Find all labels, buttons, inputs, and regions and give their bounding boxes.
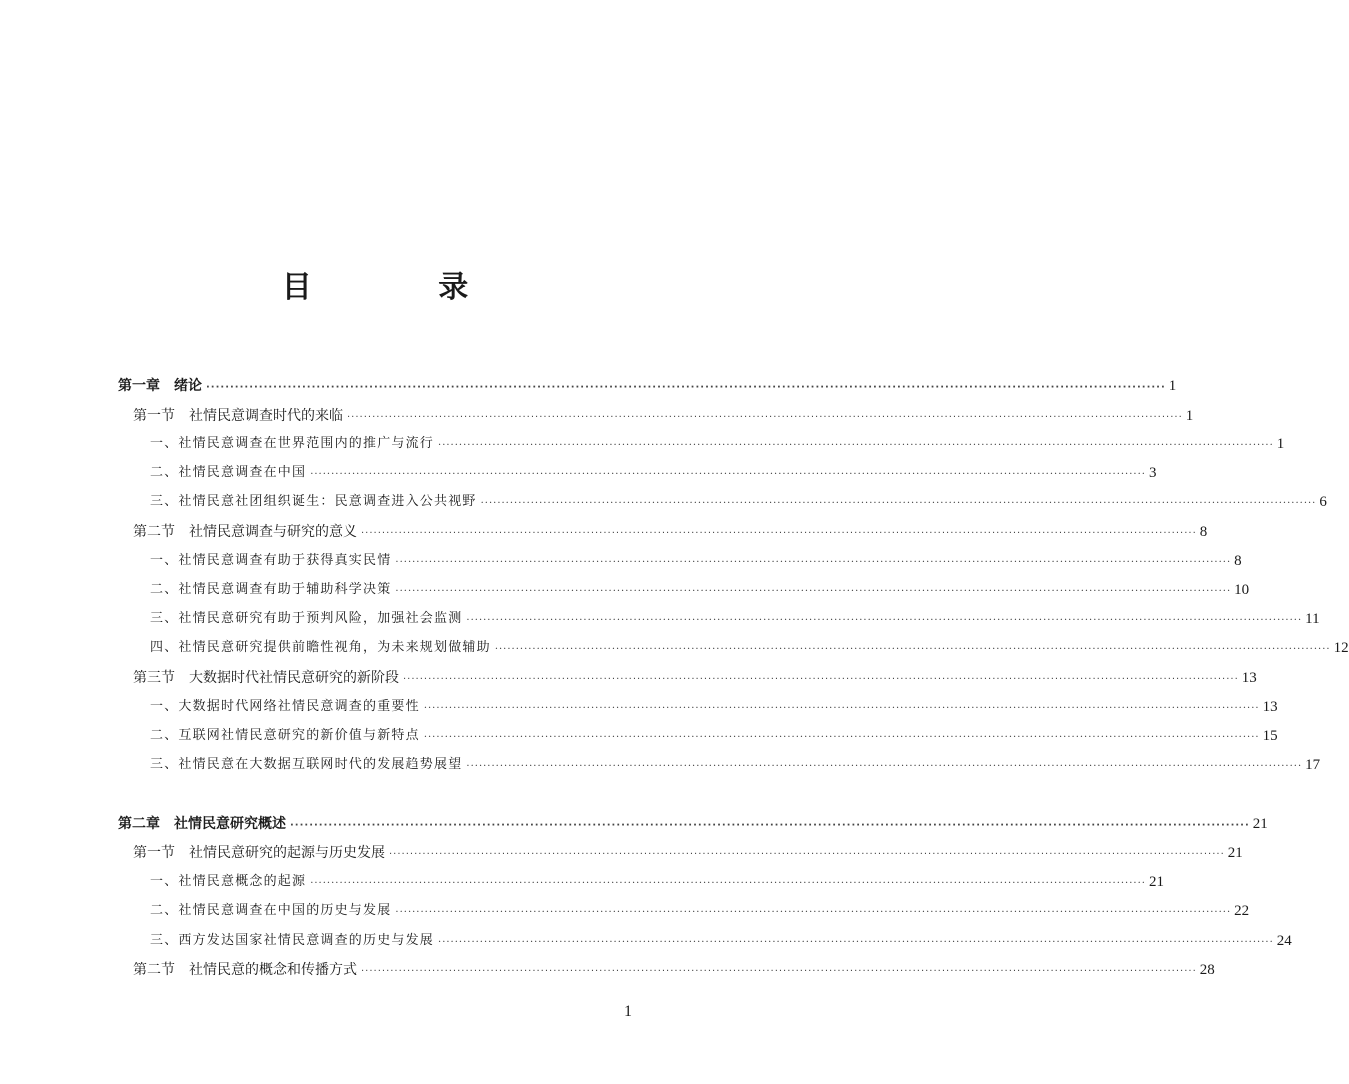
dot-leader: ········································································································································································································	[361, 528, 1197, 539]
toc-entry-item	[150, 899, 1250, 923]
toc-entry-page: 24	[1276, 933, 1292, 949]
toc-entry-title: 三、西方发达国家社情民意调查的历史与发展	[150, 933, 435, 948]
toc-entry-item	[150, 724, 1278, 748]
dot-leader: ········································································································································································································	[480, 498, 1317, 509]
toc-entry-page: 13	[1262, 699, 1278, 715]
dot-leader: ········································································································································································································	[389, 849, 1225, 860]
toc-entry-item	[150, 461, 1157, 485]
toc-entry-title: 一、社情民意调查有助于获得真实民情	[150, 553, 392, 568]
toc-entry-page: 21	[1227, 845, 1243, 861]
toc-entry-page: 21	[1252, 816, 1268, 832]
toc-entry-title: 二、社情民意调查在中国的历史与发展	[150, 903, 392, 918]
toc-entry-section	[133, 666, 1257, 690]
toc-entry-title: 四、社情民意研究提供前瞻性视角，为未来规划做辅助	[150, 640, 491, 655]
dot-leader: ········································································································································································································	[310, 469, 1146, 480]
toc-entry-item	[150, 870, 1164, 894]
toc-entry-chapter	[118, 812, 1268, 836]
dot-leader: ········································································································································································································	[403, 674, 1239, 685]
toc-entry-item	[150, 549, 1242, 573]
dot-leader: ········································································································································································································	[438, 440, 1274, 451]
toc-entry-title: 三、社情民意在大数据互联网时代的发展趋势展望	[150, 757, 463, 772]
dot-leader: ········································································································································································································	[423, 732, 1260, 743]
toc-entry-page: 17	[1305, 757, 1321, 773]
toc-entry-title: 第一节 社情民意调查时代的来临	[133, 408, 343, 424]
toc-entry-page: 8	[1234, 553, 1242, 569]
toc-entry-title: 三、社情民意社团组织诞生：民意调查进入公共视野	[150, 494, 477, 509]
toc-entry-title: 一、社情民意调查在世界范围内的推广与流行	[150, 436, 435, 451]
toc-entry-title: 第一节 社情民意研究的起源与历史发展	[133, 845, 385, 861]
toc-entry-title: 二、社情民意调查在中国	[150, 465, 307, 480]
dot-leader: ········································································································································································································	[466, 615, 1303, 626]
toc-entry-page: 22	[1234, 903, 1250, 919]
toc-entry-page: 28	[1199, 962, 1215, 978]
toc-entry-title: 二、社情民意调查有助于辅助科学决策	[150, 582, 392, 597]
dot-leader: ········································································································································································································	[206, 382, 1166, 393]
dot-leader: ········································································································································································································	[395, 907, 1232, 918]
toc-entry-item	[150, 753, 1321, 777]
toc-entry-item	[150, 695, 1278, 719]
toc-entry-page: 1	[1276, 436, 1285, 452]
toc-entry-item	[150, 607, 1320, 631]
toc-entry-item	[150, 578, 1250, 602]
dot-leader: ········································································································································································································	[310, 878, 1146, 889]
toc-entry-title: 第二节 社情民意调查与研究的意义	[133, 524, 357, 540]
toc-entry-page: 10	[1234, 582, 1250, 598]
dot-leader: ········································································································································································································	[395, 557, 1232, 568]
dot-leader: ········································································································································································································	[347, 412, 1183, 423]
toc-entry-page: 15	[1262, 728, 1278, 744]
toc-entry-section	[133, 841, 1243, 865]
dot-leader: ········································································································································································································	[361, 966, 1197, 977]
toc-entry-title: 第一章 绪论	[118, 378, 202, 394]
toc-entry-page: 1	[1168, 378, 1177, 394]
toc-entry-item	[150, 929, 1292, 953]
page-title: 目 录	[281, 270, 527, 305]
dot-leader: ········································································································································································································	[466, 761, 1303, 772]
dot-leader: ········································································································································································································	[494, 644, 1331, 655]
toc-entry-page: 11	[1305, 611, 1320, 627]
toc-entry-title: 一、大数据时代网络社情民意调查的重要性	[150, 699, 420, 714]
toc-entry-title: 第二章 社情民意研究概述	[118, 816, 286, 832]
toc-entry-title: 第二节 社情民意的概念和传播方式	[133, 962, 357, 978]
toc-entry-item	[150, 432, 1285, 456]
toc-entry-title: 第三节 大数据时代社情民意研究的新阶段	[133, 670, 399, 686]
toc-entry-title: 二、互联网社情民意研究的新价值与新特点	[150, 728, 420, 743]
toc-entry-title: 一、社情民意概念的起源	[150, 874, 307, 889]
toc-entry-section	[133, 404, 1194, 428]
toc-entry-page: 13	[1241, 670, 1257, 686]
toc-entry-title: 三、社情民意研究有助于预判风险，加强社会监测	[150, 611, 463, 626]
toc-entry-page: 12	[1333, 640, 1349, 656]
toc-entry-section	[133, 958, 1215, 982]
toc-entry-section	[133, 520, 1208, 544]
toc-entry-item	[150, 636, 1349, 660]
page-number: 1	[624, 1003, 632, 1020]
toc-entry-page: 8	[1199, 524, 1208, 540]
toc-entry-page: 6	[1319, 494, 1327, 510]
toc-entry-page: 21	[1148, 874, 1164, 890]
toc-entry-chapter	[118, 374, 1177, 398]
toc-entry-page: 3	[1148, 465, 1157, 481]
toc-entry-page: 1	[1185, 408, 1194, 424]
dot-leader: ········································································································································································································	[438, 937, 1274, 948]
dot-leader: ········································································································································································································	[290, 820, 1250, 831]
dot-leader: ········································································································································································································	[423, 703, 1260, 714]
toc-entry-item	[150, 490, 1327, 514]
dot-leader: ········································································································································································································	[395, 586, 1232, 597]
